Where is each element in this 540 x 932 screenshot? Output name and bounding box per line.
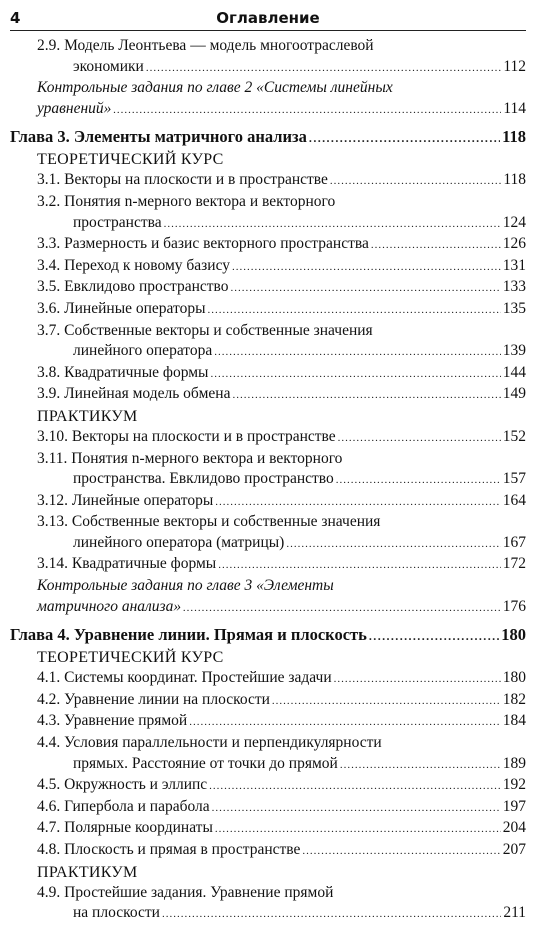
toc-entry-text: 3.14. Квадратичные формы	[37, 555, 217, 573]
chapter-page-number: 118	[502, 127, 526, 147]
toc-page-number: 184	[502, 712, 526, 730]
toc-entry-text: 3.7. Собственные векторы и собственные значения	[37, 321, 373, 339]
toc-page-number: 118	[503, 171, 526, 189]
dot-leader	[183, 598, 501, 619]
toc-page-number: 157	[502, 470, 526, 488]
toc-page-number: 167	[502, 533, 526, 551]
toc-entry-text: 3.1. Векторы на плоскости и в пространстве	[37, 171, 328, 189]
toc-entry-text: 4.3. Уравнение прямой	[37, 712, 188, 730]
toc-entry-text: 3.5. Евклидово пространство	[37, 278, 229, 296]
toc-entry-text: 3.4. Переход к новому базису	[37, 256, 231, 274]
dot-leader	[164, 214, 501, 235]
toc-entry-text: Контрольные задания по главе 2 «Системы линейных	[37, 79, 393, 97]
dot-leader	[302, 841, 500, 862]
toc-page-number: 133	[502, 278, 526, 296]
dot-leader	[330, 171, 501, 192]
toc-entry[interactable]	[0, 192, 540, 234]
chapter-title-text: Глава 3. Элементы матричного анализа	[10, 127, 307, 147]
toc-entry-text: Контрольные задания по главе 3 «Элементы	[37, 577, 334, 595]
toc-entry-text: 3.13. Собственные векторы и собственные значения	[37, 513, 381, 531]
toc-entry[interactable]	[0, 840, 540, 862]
toc-entry[interactable]	[0, 36, 540, 78]
toc-entry-text: 3.10. Векторы на плоскости и в пространстве	[37, 427, 336, 445]
toc-page-number: 207	[502, 841, 526, 858]
toc-page-number: 211	[503, 904, 526, 922]
toc-entry-text: линейного оператора	[73, 342, 213, 360]
toc-entry-text: на плоскости	[73, 904, 160, 922]
toc-entry[interactable]	[0, 384, 540, 406]
toc-entry-text: матричного анализа»	[37, 597, 182, 615]
toc-page-number: 131	[502, 256, 526, 274]
section-label-practice: ПРАКТИКУМ	[37, 407, 138, 425]
toc-entry-text: 4.7. Полярные координаты	[37, 819, 213, 837]
toc-entry[interactable]	[0, 775, 540, 797]
control-tasks-entry[interactable]	[0, 78, 540, 120]
toc-entry-text: уравнений»	[37, 99, 112, 117]
dot-leader	[214, 342, 501, 363]
toc-page-number: 182	[502, 690, 526, 708]
dot-leader	[212, 798, 501, 819]
section-label-theory: ТЕОРЕТИЧЕСКИЙ КУРС	[37, 649, 224, 667]
chapter4-title[interactable]	[0, 624, 540, 647]
dot-leader	[336, 470, 501, 491]
dot-leader	[146, 58, 501, 79]
dot-leader	[334, 669, 501, 690]
toc-entry[interactable]	[0, 277, 540, 299]
toc-page-number: 124	[502, 213, 526, 231]
toc-page-number: 152	[502, 427, 526, 445]
toc-entry[interactable]	[0, 170, 540, 192]
toc-entry-text: 3.3. Размерность и базис векторного пространства	[37, 235, 369, 253]
toc-entry-text: 4.9. Простейшие задания. Уравнение прямой	[37, 883, 334, 901]
toc-entry[interactable]	[0, 883, 540, 925]
dot-leader	[113, 100, 501, 121]
toc-entry[interactable]	[0, 711, 540, 733]
toc-page-number: 135	[502, 299, 526, 317]
table-of-contents	[0, 36, 540, 925]
toc-page-number: 112	[503, 57, 526, 75]
toc-entry-text: 3.6. Линейные операторы	[37, 299, 206, 317]
dot-leader	[208, 300, 501, 321]
dot-leader	[286, 534, 500, 555]
dot-leader	[209, 776, 501, 797]
section-label-theory: ТЕОРЕТИЧЕСКИЙ КУРС	[37, 151, 224, 169]
toc-entry[interactable]	[0, 363, 540, 385]
toc-entry-text: пространства. Евклидово пространство	[73, 470, 334, 488]
dot-leader	[162, 904, 501, 925]
toc-page-number: 189	[502, 754, 526, 772]
toc-entry[interactable]	[0, 668, 540, 690]
toc-entry[interactable]	[0, 690, 540, 712]
toc-entry-text: пространства	[73, 213, 162, 231]
dot-leader	[218, 555, 501, 576]
dot-leader	[232, 257, 501, 278]
section-label-practice: ПРАКТИКУМ	[37, 863, 138, 881]
toc-entry-text: 2.9. Модель Леонтьева — модель многоотраслевой	[37, 37, 374, 54]
toc-entry[interactable]	[0, 818, 540, 840]
toc-page-number: 139	[502, 342, 526, 360]
page-number: 4	[10, 9, 21, 27]
toc-entry-text: 4.6. Гипербола и парабола	[37, 797, 210, 815]
toc-page-number: 126	[502, 235, 526, 253]
toc-entry[interactable]	[0, 321, 540, 363]
toc-entry-text: экономики	[73, 57, 144, 75]
toc-page-number: 192	[502, 776, 526, 794]
toc-entry-text: 3.9. Линейная модель обмена	[37, 385, 231, 403]
dot-leader	[210, 364, 500, 385]
toc-entry-text: 3.2. Понятия n-мерного вектора и векторного	[37, 192, 336, 210]
toc-entry-text: 4.5. Окружность и эллипс	[37, 776, 208, 794]
toc-entry[interactable]	[0, 256, 540, 278]
toc-entry-text: 3.8. Квадратичные формы	[37, 363, 209, 381]
toc-page-number: 164	[502, 491, 526, 509]
toc-page-number: 197	[502, 797, 526, 815]
toc-page-number: 172	[502, 555, 526, 573]
control-tasks-entry[interactable]	[0, 576, 540, 618]
toc-entry[interactable]	[0, 299, 540, 321]
chapter-title-text: Глава 4. Уравнение линии. Прямая и плоскость	[10, 625, 367, 645]
dot-leader	[369, 625, 499, 647]
toc-entry[interactable]	[0, 449, 540, 491]
toc-entry-text: 4.2. Уравнение линии на плоскости	[37, 690, 270, 708]
toc-page-number: 144	[502, 363, 526, 381]
page-title: Оглавление	[216, 9, 320, 27]
dot-leader	[371, 235, 501, 256]
toc-entry-text: 3.12. Линейные операторы	[37, 491, 214, 509]
dot-leader	[215, 819, 501, 840]
toc-entry[interactable]	[0, 491, 540, 513]
dot-leader	[233, 385, 501, 406]
toc-page-number: 149	[502, 385, 526, 403]
toc-entry[interactable]	[0, 733, 540, 775]
toc-entry-text: 4.1. Системы координат. Простейшие задачи	[37, 669, 332, 687]
dot-leader	[215, 492, 500, 513]
toc-entry[interactable]	[0, 427, 540, 449]
chapter-page-number: 180	[501, 625, 526, 645]
toc-entry-text: 3.11. Понятия n-мерного вектора и векторного	[37, 449, 343, 467]
toc-entry-text: линейного оператора (матрицы)	[73, 533, 285, 551]
dot-leader	[189, 712, 501, 733]
toc-entry[interactable]	[0, 797, 540, 819]
header-divider	[10, 30, 526, 31]
dot-leader	[272, 691, 501, 712]
dot-leader	[338, 428, 501, 449]
toc-page-number: 180	[502, 669, 526, 687]
toc-entry[interactable]	[0, 234, 540, 256]
toc-entry[interactable]	[0, 512, 540, 554]
toc-entry[interactable]	[0, 554, 540, 576]
toc-page-number: 204	[502, 819, 526, 837]
toc-page-number: 114	[503, 99, 526, 117]
toc-page-number: 176	[502, 597, 526, 615]
dot-leader	[309, 127, 500, 149]
dot-leader	[231, 278, 501, 299]
page-header	[10, 8, 526, 30]
toc-entry-text: прямых. Расстояние от точки до прямой	[73, 754, 338, 772]
toc-entry-text: 4.4. Условия параллельности и перпендикулярности	[37, 734, 382, 752]
chapter3-title[interactable]	[0, 126, 540, 149]
dot-leader	[340, 755, 501, 776]
toc-entry-text: 4.8. Плоскость и прямая в пространстве	[37, 841, 301, 858]
